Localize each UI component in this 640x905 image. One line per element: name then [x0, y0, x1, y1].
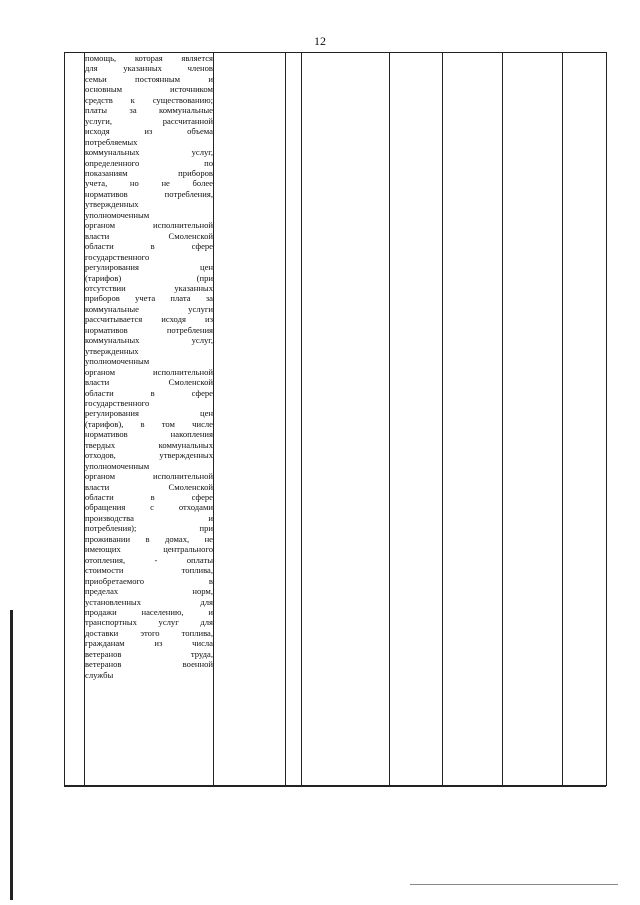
text-line: установленных для [85, 596, 213, 607]
text-line: ветеранов труда, [85, 648, 213, 659]
text-line: транспортных услуг для [85, 617, 213, 628]
text-line: власти Смоленской [85, 230, 213, 241]
table-cell [503, 53, 563, 786]
document-table [64, 52, 607, 786]
text-line: коммунальных услуг, [85, 147, 213, 158]
text-line: определенного по [85, 157, 213, 168]
text-line: отопления, - оплаты [85, 554, 213, 565]
text-line: регулирования цен [85, 262, 213, 273]
text-line: доставки этого топлива, [85, 627, 213, 638]
text-line: власти Смоленской [85, 377, 213, 388]
text-line: приборов учета плата за [85, 293, 213, 304]
description-text [85, 53, 213, 680]
text-line: семьи постоянным и [85, 73, 213, 84]
text-line: области в сфере [85, 492, 213, 503]
table-bottom-border [64, 785, 606, 787]
text-line: твердых коммунальных [85, 439, 213, 450]
text-line: помощь, которая является [85, 53, 213, 63]
text-line: потребления); при [85, 523, 213, 534]
text-line: службы [85, 669, 114, 680]
text-line: средств к существованию; [85, 94, 213, 105]
text-line: власти Смоленской [85, 481, 213, 492]
table-cell [302, 53, 390, 786]
text-line: утвержденных [85, 199, 139, 210]
text-line: нормативов потребления, [85, 188, 213, 199]
text-line: гражданам из числа [85, 638, 213, 649]
text-line: государственного [85, 397, 150, 408]
text-line: обращения с отходами [85, 502, 213, 513]
text-line: государственного [85, 251, 150, 262]
text-line: производства и [85, 512, 213, 523]
text-line: пределах норм, [85, 586, 213, 597]
text-line: исходя из объема [85, 126, 213, 137]
text-line: коммунальные услуги [85, 303, 213, 314]
text-line: потребляемых [85, 136, 138, 147]
text-line: уполномоченным [85, 209, 150, 220]
text-line: нормативов потребления [85, 324, 213, 335]
text-line: показаниям приборов [85, 167, 213, 178]
text-line: органом исполнительной [85, 471, 213, 482]
text-line: услуги, рассчитанной [85, 115, 213, 126]
text-line: стоимости топлива, [85, 565, 213, 576]
table-cell [214, 53, 286, 786]
text-line: платы за коммунальные [85, 105, 213, 116]
text-line: области в сфере [85, 241, 213, 252]
table-cell-description [85, 53, 214, 786]
footer-line [410, 884, 618, 885]
text-line: рассчитывается исходя из [85, 314, 213, 325]
scan-edge-mark [10, 610, 13, 900]
text-line: регулирования цен [85, 408, 213, 419]
table-cell-number [65, 53, 85, 786]
text-line: приобретаемого в [85, 575, 213, 586]
text-line: продажи населению, и [85, 607, 213, 618]
text-line: ветеранов военной [85, 659, 213, 670]
text-line: органом исполнительной [85, 220, 213, 231]
table-cell [443, 53, 503, 786]
text-line: нормативов накопления [85, 429, 213, 440]
table-row [65, 53, 607, 786]
text-line: (тарифов) (при [85, 272, 213, 283]
table-cell [286, 53, 302, 786]
text-line: уполномоченным [85, 460, 150, 471]
table-cell [390, 53, 443, 786]
text-line: отсутствии указанных [85, 282, 213, 293]
text-line: отходов, утвержденных [85, 450, 213, 461]
text-line: органом исполнительной [85, 366, 213, 377]
text-line: уполномоченным [85, 356, 150, 367]
text-line: проживании в домах, не [85, 533, 213, 544]
text-line: основным источником [85, 84, 213, 95]
text-line: коммунальных услуг, [85, 335, 213, 346]
table-cell [563, 53, 607, 786]
page-number: 12 [314, 34, 326, 48]
text-line: имеющих центрального [85, 544, 213, 555]
text-line: области в сфере [85, 387, 213, 398]
text-line: учета, но не более [85, 178, 213, 189]
text-line: утвержденных [85, 345, 139, 356]
text-line: для указанных членов [85, 63, 213, 74]
text-line: (тарифов), в том числе [85, 418, 213, 429]
